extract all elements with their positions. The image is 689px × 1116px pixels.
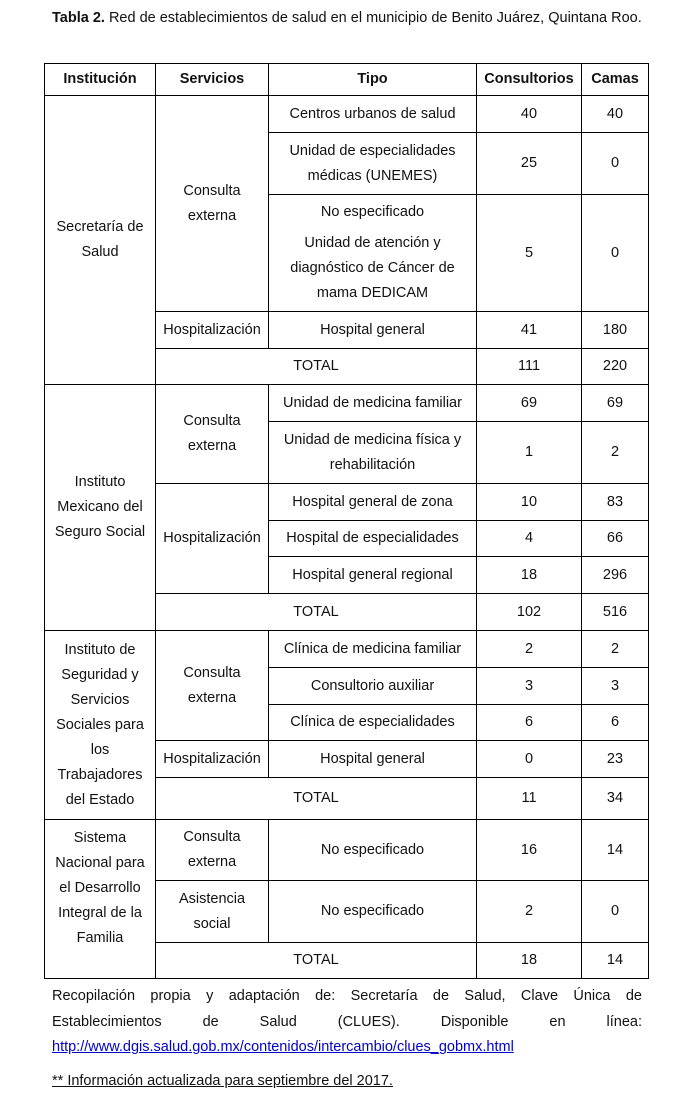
- total-camas: 516: [582, 594, 649, 631]
- table-row: [45, 385, 649, 422]
- institution-cell: Secretaría de Salud: [45, 96, 156, 385]
- tipo-cell: No especificado: [269, 881, 477, 943]
- total-label: TOTAL: [156, 778, 477, 820]
- total-consultorios: 11: [477, 778, 582, 820]
- consultorios-cell: 16: [477, 820, 582, 881]
- service-cell: Hospitalización: [156, 484, 269, 594]
- consultorios-cell: 2: [477, 881, 582, 943]
- service-cell: Asistencia social: [156, 881, 269, 943]
- tipo-cell: Clínica de especialidades: [269, 705, 477, 741]
- consultorios-cell: 2: [477, 631, 582, 668]
- tipo-line: No especificado: [320, 204, 425, 220]
- camas-cell: 40: [582, 96, 649, 133]
- tipo-cell: No especificado: [269, 820, 477, 881]
- consultorios-cell: 41: [477, 312, 582, 349]
- camas-cell: 14: [582, 820, 649, 881]
- header-tipo: Tipo: [269, 64, 477, 96]
- header-institucion: Institución: [45, 64, 156, 96]
- tipo-cell: Unidad de especialidades médicas (UNEMES): [269, 133, 477, 195]
- table-header-row: [45, 64, 649, 96]
- consultorios-cell: 0: [477, 741, 582, 778]
- tipo-cell: Hospital general: [269, 312, 477, 349]
- header-consultorios: Consultorios: [477, 64, 582, 96]
- header-servicios: Servicios: [156, 64, 269, 96]
- service-cell: Hospitalización: [156, 312, 269, 349]
- camas-cell: 0: [582, 881, 649, 943]
- tipo-cell: [269, 195, 477, 312]
- camas-cell: 66: [582, 521, 649, 557]
- camas-cell: 180: [582, 312, 649, 349]
- service-cell: Consulta externa: [156, 385, 269, 484]
- institution-cell: Instituto Mexicano del Seguro Social: [45, 385, 156, 631]
- total-consultorios: 102: [477, 594, 582, 631]
- source-line-1: Recopilación propia y adaptación de: Secretaría de Salud, Clave Única de: [52, 988, 642, 1004]
- source-link[interactable]: http://www.dgis.salud.gob.mx/contenidos/intercambio/clues_gobmx.html: [52, 1039, 514, 1055]
- total-camas: 14: [582, 943, 649, 979]
- institution-cell: Sistema Nacional para el Desarrollo Integral de la Familia: [45, 820, 156, 979]
- consultorios-cell: 25: [477, 133, 582, 195]
- service-cell: Consulta externa: [156, 96, 269, 312]
- footnote: ** Información actualizada para septiembre del 2017.: [52, 1073, 393, 1089]
- table-row: [45, 820, 649, 881]
- total-consultorios: 111: [477, 349, 582, 385]
- consultorios-cell: 1: [477, 422, 582, 484]
- consultorios-cell: 6: [477, 705, 582, 741]
- service-cell: Hospitalización: [156, 741, 269, 778]
- table-caption: [52, 6, 642, 31]
- camas-cell: 0: [582, 195, 649, 312]
- tipo-cell: Consultorio auxiliar: [269, 668, 477, 705]
- caption-text: Red de establecimientos de salud en el municipio de Benito Juárez, Quintana Roo.: [108, 10, 642, 26]
- total-camas: 34: [582, 778, 649, 820]
- camas-cell: 6: [582, 705, 649, 741]
- camas-cell: 0: [582, 133, 649, 195]
- consultorios-cell: 3: [477, 668, 582, 705]
- tipo-cell: Unidad de medicina física y rehabilitación: [269, 422, 477, 484]
- camas-cell: 83: [582, 484, 649, 521]
- table-row: [45, 96, 649, 133]
- total-camas: 220: [582, 349, 649, 385]
- consultorios-cell: 69: [477, 385, 582, 422]
- tipo-line: Unidad de atención y diagnóstico de Cáncer de mama DEDICAM: [290, 235, 455, 301]
- tipo-cell: Hospital de especialidades: [269, 521, 477, 557]
- total-label: TOTAL: [156, 349, 477, 385]
- consultorios-cell: 4: [477, 521, 582, 557]
- total-label: TOTAL: [156, 943, 477, 979]
- camas-cell: 296: [582, 557, 649, 594]
- tipo-cell: Unidad de medicina familiar: [269, 385, 477, 422]
- consultorios-cell: 40: [477, 96, 582, 133]
- caption-label: Tabla 2.: [52, 10, 105, 26]
- camas-cell: 2: [582, 422, 649, 484]
- service-cell: Consulta externa: [156, 631, 269, 741]
- tipo-cell: Centros urbanos de salud: [269, 96, 477, 133]
- source-line-2: Establecimientos de Salud (CLUES). Disponible en línea:: [52, 1013, 642, 1030]
- tipo-cell: Hospital general regional: [269, 557, 477, 594]
- health-facilities-table: [44, 63, 649, 979]
- total-consultorios: 18: [477, 943, 582, 979]
- table-row: [45, 631, 649, 668]
- camas-cell: 3: [582, 668, 649, 705]
- consultorios-cell: 10: [477, 484, 582, 521]
- tipo-cell: Clínica de medicina familiar: [269, 631, 477, 668]
- camas-cell: 69: [582, 385, 649, 422]
- service-cell: Consulta externa: [156, 820, 269, 881]
- consultorios-cell: 18: [477, 557, 582, 594]
- total-label: TOTAL: [156, 594, 477, 631]
- tipo-cell: Hospital general de zona: [269, 484, 477, 521]
- institution-cell: Instituto de Seguridad y Servicios Sociales para los Trabajadores del Estado: [45, 631, 156, 820]
- source-note: [52, 984, 642, 1061]
- camas-cell: 2: [582, 631, 649, 668]
- consultorios-cell: 5: [477, 195, 582, 312]
- header-camas: Camas: [582, 64, 649, 96]
- camas-cell: 23: [582, 741, 649, 778]
- tipo-cell: Hospital general: [269, 741, 477, 778]
